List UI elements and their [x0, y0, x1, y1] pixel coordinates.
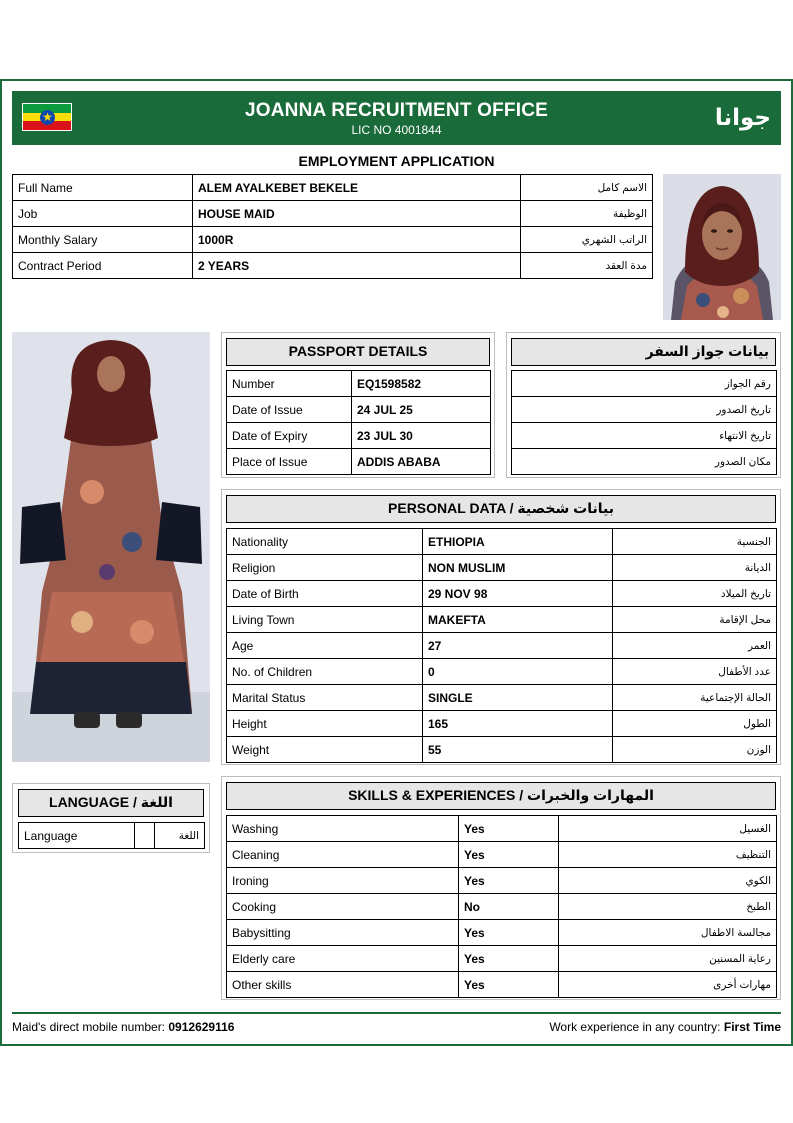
skill-label: Babysitting [227, 920, 459, 946]
table-row [227, 633, 777, 659]
summary-arabic-label: الاسم كامل [521, 175, 653, 201]
passport-table [226, 370, 491, 475]
passport-value: 23 JUL 30 [352, 423, 491, 449]
mobile-label: Maid's direct mobile number: [12, 1020, 166, 1034]
skill-arabic-label: التنظيف [559, 842, 777, 868]
personal-data-title: PERSONAL DATA / بيانات شخصية [226, 495, 776, 523]
skill-arabic-label: الغسيل [559, 816, 777, 842]
summary-label: Contract Period [13, 253, 193, 279]
personal-label: Religion [227, 555, 423, 581]
skills-title: SKILLS & EXPERIENCES / المهارات والخبرات [226, 782, 776, 810]
language-label: Language [19, 823, 135, 849]
full-body-photo [12, 332, 210, 762]
table-row [13, 227, 653, 253]
table-row [227, 946, 777, 972]
skill-value: Yes [459, 816, 559, 842]
table-row [227, 894, 777, 920]
passport-label: Place of Issue [227, 449, 352, 475]
summary-arabic-label: الوظيفة [521, 201, 653, 227]
passport-value: EQ1598582 [352, 371, 491, 397]
skill-label: Other skills [227, 972, 459, 998]
summary-label: Job [13, 201, 193, 227]
summary-table [12, 174, 653, 279]
personal-label: Height [227, 711, 423, 737]
skill-value: Yes [459, 868, 559, 894]
table-row [512, 371, 777, 397]
personal-data-table [226, 528, 777, 763]
table-row [227, 737, 777, 763]
table-row [227, 659, 777, 685]
skill-value: No [459, 894, 559, 920]
summary-value: ALEM AYALKEBET BEKELE [193, 175, 521, 201]
table-row [227, 842, 777, 868]
language-title: LANGUAGE / اللغة [18, 789, 204, 817]
personal-arabic-label: الوزن [613, 737, 777, 763]
skill-label: Ironing [227, 868, 459, 894]
skills-table [226, 815, 777, 998]
skill-label: Cleaning [227, 842, 459, 868]
personal-arabic-label: الجنسية [613, 529, 777, 555]
personal-arabic-label: محل الإقامة [613, 607, 777, 633]
table-row [13, 175, 653, 201]
mobile-value: 0912629116 [168, 1020, 235, 1034]
personal-value: NON MUSLIM [423, 555, 613, 581]
passport-arabic-label: تاريخ الانتهاء [512, 423, 777, 449]
header-banner [12, 91, 781, 145]
skill-arabic-label: رعاية المسنين [559, 946, 777, 972]
personal-label: Weight [227, 737, 423, 763]
table-row [227, 371, 491, 397]
language-table [18, 822, 205, 849]
personal-value: 0 [423, 659, 613, 685]
personal-arabic-label: العمر [613, 633, 777, 659]
ethiopia-flag-icon: ★ [22, 103, 72, 131]
personal-value: 55 [423, 737, 613, 763]
passport-label: Number [227, 371, 352, 397]
passport-arabic-label: تاريخ الصدور [512, 397, 777, 423]
table-row [512, 397, 777, 423]
personal-label: Age [227, 633, 423, 659]
personal-label: No. of Children [227, 659, 423, 685]
skill-label: Elderly care [227, 946, 459, 972]
personal-value: SINGLE [423, 685, 613, 711]
table-row [227, 920, 777, 946]
license-number: LIC NO 4001844 [351, 123, 442, 137]
passport-title: PASSPORT DETAILS [226, 338, 490, 366]
personal-value: 165 [423, 711, 613, 737]
table-row [227, 972, 777, 998]
personal-label: Marital Status [227, 685, 423, 711]
skill-arabic-label: الكوي [559, 868, 777, 894]
passport-arabic-label: رقم الجواز [512, 371, 777, 397]
table-row [227, 711, 777, 737]
agency-name: JOANNA RECRUITMENT OFFICE [244, 100, 549, 121]
experience-label: Work experience in any country: [549, 1020, 721, 1034]
headshot-photo [663, 174, 781, 320]
form-title: EMPLOYMENT APPLICATION [298, 153, 495, 169]
personal-label: Date of Birth [227, 581, 423, 607]
summary-arabic-label: الراتب الشهري [521, 227, 653, 253]
experience-line [549, 1020, 781, 1034]
mobile-number-line [12, 1020, 234, 1034]
summary-label: Full Name [13, 175, 193, 201]
passport-arabic-title: بيانات جواز السفر [511, 338, 776, 366]
passport-label: Date of Issue [227, 397, 352, 423]
table-row [13, 201, 653, 227]
skill-arabic-label: مهارات أخرى [559, 972, 777, 998]
personal-label: Living Town [227, 607, 423, 633]
personal-arabic-label: الطول [613, 711, 777, 737]
summary-arabic-label: مدة العقد [521, 253, 653, 279]
table-row [512, 449, 777, 475]
language-arabic-label: اللغة [155, 823, 205, 849]
passport-arabic-label: مكان الصدور [512, 449, 777, 475]
table-row [13, 253, 653, 279]
personal-label: Nationality [227, 529, 423, 555]
table-row [227, 685, 777, 711]
skill-value: Yes [459, 842, 559, 868]
summary-value: HOUSE MAID [193, 201, 521, 227]
passport-value: ADDIS ABABA [352, 449, 491, 475]
language-value [135, 823, 155, 849]
table-row [227, 868, 777, 894]
table-row [227, 816, 777, 842]
table-row [227, 397, 491, 423]
skill-value: Yes [459, 946, 559, 972]
table-row [227, 607, 777, 633]
passport-label: Date of Expiry [227, 423, 352, 449]
personal-value: ETHIOPIA [423, 529, 613, 555]
skill-label: Cooking [227, 894, 459, 920]
summary-label: Monthly Salary [13, 227, 193, 253]
personal-value: MAKEFTA [423, 607, 613, 633]
personal-arabic-label: الحالة الإجتماعية [613, 685, 777, 711]
personal-arabic-label: الديانة [613, 555, 777, 581]
personal-value: 29 NOV 98 [423, 581, 613, 607]
table-row [227, 529, 777, 555]
skill-value: Yes [459, 972, 559, 998]
summary-value: 2 YEARS [193, 253, 521, 279]
skill-arabic-label: الطبخ [559, 894, 777, 920]
agency-arabic-name: جوانا [714, 104, 771, 130]
personal-arabic-label: عدد الأطفال [613, 659, 777, 685]
table-row [227, 555, 777, 581]
table-row [227, 423, 491, 449]
passport-arabic-table [511, 370, 777, 475]
personal-value: 27 [423, 633, 613, 659]
personal-arabic-label: تاريخ الميلاد [613, 581, 777, 607]
skill-value: Yes [459, 920, 559, 946]
footer-divider [12, 1012, 781, 1014]
table-row [512, 423, 777, 449]
experience-value: First Time [723, 1020, 781, 1034]
skill-label: Washing [227, 816, 459, 842]
passport-value: 24 JUL 25 [352, 397, 491, 423]
skill-arabic-label: مجالسة الاطفال [559, 920, 777, 946]
table-row [19, 823, 205, 849]
table-row [227, 449, 491, 475]
summary-value: 1000R [193, 227, 521, 253]
table-row [227, 581, 777, 607]
